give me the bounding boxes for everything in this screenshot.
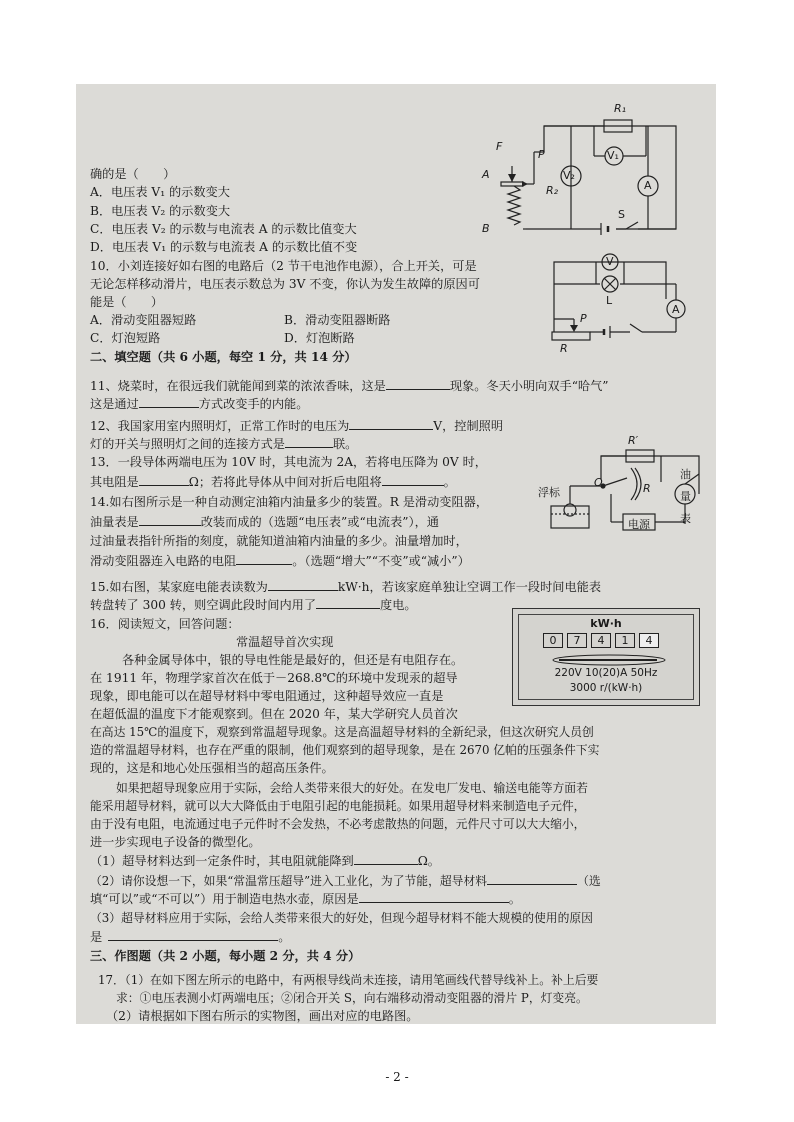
q15-line-2 (90, 596, 417, 613)
meter-spec-1: 220V 10(20)A 50Hz (554, 667, 658, 679)
q14-line-1: 14.如右图所示是一种自动测定油箱内油量多少的装置。R 是滑动变阻器， (90, 495, 489, 509)
q14-label-float: 浮标 (538, 486, 560, 499)
q16-p1-line: 造的常温超导材料，也存在严重的限制，他们观察到的超导现象，是在 2670 亿帕的压强条件下实 (90, 743, 600, 757)
q14-text-b: 油量表是 (90, 515, 139, 529)
q13-text-d: 。 (443, 475, 456, 489)
q15-text-b: kW·h，若该家庭单独让空调工作一段时间电能表 (337, 580, 602, 594)
q16-p1-line: 在超低温的温度下才能观察到。但在 2020 年，某大学研究人员首次 (90, 707, 458, 721)
q10-circuit-diagram (544, 244, 694, 354)
q16-s2-text-d: 。 (508, 892, 521, 906)
meter-spec-2: 3000 r/(kW·h) (569, 682, 643, 694)
exam-sheet (76, 84, 716, 1024)
page-number: - 2 - (385, 1070, 409, 1084)
q9-label-ammeter: A (644, 179, 652, 192)
q16-blank-3[interactable] (359, 890, 509, 903)
q15-line-1 (90, 578, 601, 595)
meter-digit: 0 (543, 633, 563, 648)
q15-text-a: 15.如右图，某家庭电能表读数为 (90, 580, 268, 594)
q10-line-1: 10．小刘连接好如右图的电路后（2 节干电池作电源），合上开关，可是 (90, 259, 477, 273)
q12-blank-1[interactable] (349, 417, 433, 430)
q10-label-v: V (606, 255, 614, 268)
q14-line-4 (90, 552, 470, 569)
section-2-heading: 二、填空题（共 6 小题，每空 1 分，共 14 分） (90, 350, 357, 364)
meter-rotor-icon (549, 653, 669, 667)
q16-p1-line: 现象，即电能可以在超导材料中零电阻通过，这种超导效应一直是 (90, 689, 444, 703)
q16-s2-text-a: （2）请你设想一下，如果“常温常压超导”进入工业化，为了节能，超导材料 (90, 874, 488, 888)
q12-text-b: V，控制照明 (433, 419, 504, 433)
q16-p1-line: 各种金属导体中，银的导电性能是最好的，但还是有电阻存在。 (122, 653, 464, 667)
q13-text-c: Ω；若将此导体从中间对折后电阻将 (188, 475, 382, 489)
q14-label-r: R (643, 482, 651, 495)
q16-p1-line: 在高达 15℃的温度下，观察到常温超导现象。这是高温超导材料的全新纪录，但这次研究人员创 (90, 725, 594, 739)
q12-line-2 (90, 435, 357, 452)
q12-text-a: 12、我国家用室内照明灯，正常工作时的电压为 (90, 419, 350, 433)
q16-p2-line: 由于没有电阻，电流通过电子元件时不会发热，不必考虑散热的问题，元件尺寸可以大大缩小， (90, 817, 586, 831)
q14-line-3: 过油量表指针所指的刻度，就能知道油箱内油量的多少。油量增加时， (90, 534, 468, 548)
meter-digit: 4 (591, 633, 611, 648)
q13-blank-2[interactable] (382, 473, 444, 486)
q9-label-v1: V₁ (607, 149, 619, 162)
q11-line-1 (90, 377, 609, 394)
q10-label-l: L (606, 294, 613, 307)
q14-label-r-prime: R′ (628, 434, 639, 447)
q14-text-e: 滑动变阻器连入电路的电阻 (90, 554, 237, 568)
q9-circuit-diagram (476, 104, 698, 244)
q9-option-d: D．电压表 V₁ 的示数与电流表 A 的示数比值不变 (90, 240, 358, 254)
q16-p1-line: 在 1911 年，物理学家首次在低于－268.8℃的环境中发现汞的超导 (90, 671, 458, 685)
q10-line-2: 无论怎样移动滑片，电压表示数总为 3V 不变，你认为发生故障的原因可 (90, 277, 480, 291)
q17-line-3: （2）请根据如下图右所示的实物图，画出对应的电路图。 (106, 1009, 419, 1023)
q15-text-d: 度电。 (380, 598, 417, 612)
q12-blank-2[interactable] (285, 435, 333, 448)
q13-blank-1[interactable] (139, 473, 189, 486)
q14-line-2 (90, 513, 439, 530)
q13-text-b: 其电阻是 (90, 475, 139, 489)
q9-option-a: A．电压表 V₁ 的示数变大 (90, 185, 230, 199)
energy-meter-inner (518, 614, 694, 700)
q16-s2-text-b: （选 (577, 874, 601, 888)
q16-blank-1[interactable] (354, 852, 418, 865)
section-3-heading: 三、作图题（共 2 小题，每小题 2 分，共 4 分） (90, 949, 361, 963)
q12-text-d: 联。 (333, 437, 358, 451)
q14-blank-2[interactable] (236, 552, 292, 565)
q16-s1-text-b: Ω。 (417, 854, 440, 868)
q13-line-1: 13．一段导体两端电压为 10V 时，其电流为 2A，若将电压降为 0V 时， (90, 455, 487, 469)
q10-line-3: 能是（ ） (90, 295, 164, 309)
q11-blank-1[interactable] (386, 377, 450, 390)
q17-line-2: 求：①电压表测小灯两端电压；②闭合开关 S，向右端移动滑动变阻器的滑片 P，灯变亮。 (116, 991, 588, 1005)
q14-blank-1[interactable] (139, 513, 201, 526)
q11-text-a: 11、烧菜时，在很远我们就能闻到菜的浓浓香味，这是 (90, 379, 386, 393)
q13-line-2 (90, 473, 456, 490)
meter-unit: kW·h (590, 617, 622, 630)
q16-p2-line: 进一步实现电子设备的微型化。 (90, 835, 261, 849)
q11-blank-2[interactable] (139, 395, 199, 408)
q10-option-b: B．滑动变阻器断路 (284, 313, 391, 327)
q11-text-d: 方式改变手的内能。 (198, 397, 309, 411)
meter-digit: 1 (615, 633, 635, 648)
q16-s3-text-b: 是 (90, 930, 103, 944)
q16-s3-text-c: 。 (278, 930, 291, 944)
q9-label-a: A (482, 168, 490, 181)
q11-text-b: 现象。冬天小明向双手“哈气” (449, 379, 609, 393)
q9-label-b: B (482, 222, 490, 235)
q14-text-f: 。（选题“增大”“不变”或“减小”） (292, 554, 470, 568)
q10-option-a: A．滑动变阻器短路 (90, 313, 197, 327)
q16-sub-1 (90, 852, 440, 869)
q17-line-1: 17．（1）在如下图左所示的电路中，有两根导线尚未连接，请用笔画线代替导线补上。补上后要 (98, 973, 599, 987)
q16-intro: 16．阅读短文，回答问题： (90, 617, 240, 631)
q12-line-1 (90, 417, 503, 434)
q15-blank-1[interactable] (268, 578, 338, 591)
q9-label-r1: R₁ (614, 102, 627, 115)
q16-sub-3: （3）超导材料应用于实际，会给人类带来很大的好处，但现今超导材料不能大规模的使用的原因 (90, 911, 593, 925)
meter-digit: 7 (567, 633, 587, 648)
q11-line-2 (90, 395, 308, 412)
q10-option-d: D．灯泡断路 (284, 331, 355, 345)
q9-label-f: F (496, 140, 503, 153)
q16-s2-text-c: 填“可以”或“不可以”）用于制造电热水壶，原因是 (90, 892, 359, 906)
q9-stem: 确的是（ ） (90, 167, 176, 181)
q11-text-c: 这是通过 (90, 397, 139, 411)
q10-label-a: A (672, 303, 680, 316)
meter-digit-decimal: 4 (639, 633, 659, 648)
meter-digits (543, 633, 659, 648)
q16-s1-text-a: （1）超导材料达到一定条件时，其电阻就能降到 (90, 854, 354, 868)
q16-sub-2b (90, 890, 521, 907)
q9-label-r2: R₂ (546, 184, 559, 197)
q10-label-p: P (580, 312, 587, 325)
q10-option-c: C．灯泡短路 (90, 331, 161, 345)
q12-text-c: 灯的开关与照明灯之间的连接方式是 (90, 437, 285, 451)
q16-p1-line: 现的，这是和地心处压强相当的超高压条件。 (90, 761, 334, 775)
q14-label-o: O (594, 476, 603, 489)
q14-label-power: 电源 (628, 518, 650, 531)
q16-title: 常温超导首次实现 (236, 635, 334, 649)
q9-option-c: C．电压表 V₂ 的示数与电流表 A 的示数比值变大 (90, 222, 357, 236)
q14-text-c: 改装而成的（选题“电压表”或“电流表”），通 (200, 515, 439, 529)
q9-label-v2: V₂ (563, 169, 575, 182)
q15-blank-2[interactable] (316, 596, 380, 609)
q16-p2-line: 如果把超导现象应用于实际，会给人类带来很大的好处。在发电厂发电、输送电能等方面若 (116, 781, 588, 795)
q16-blank-4[interactable] (108, 928, 278, 941)
q16-sub-3b (90, 928, 290, 945)
energy-meter (512, 608, 700, 706)
q9-label-p: P (538, 148, 545, 161)
q16-blank-2[interactable] (487, 872, 577, 885)
q15-text-c: 转盘转了 300 转，则空调此段时间内用了 (90, 598, 317, 612)
q9-option-b: B．电压表 V₂ 的示数变大 (90, 204, 231, 218)
q14-label-gauge: 油量表 (680, 468, 691, 525)
q9-label-s: S (618, 208, 625, 221)
q10-label-r: R (560, 342, 568, 355)
q16-p2-line: 能采用超导材料，就可以大大降低由于电阻引起的电能损耗。如果用超导材料来制造电子元件， (90, 799, 586, 813)
q16-sub-2 (90, 872, 601, 889)
